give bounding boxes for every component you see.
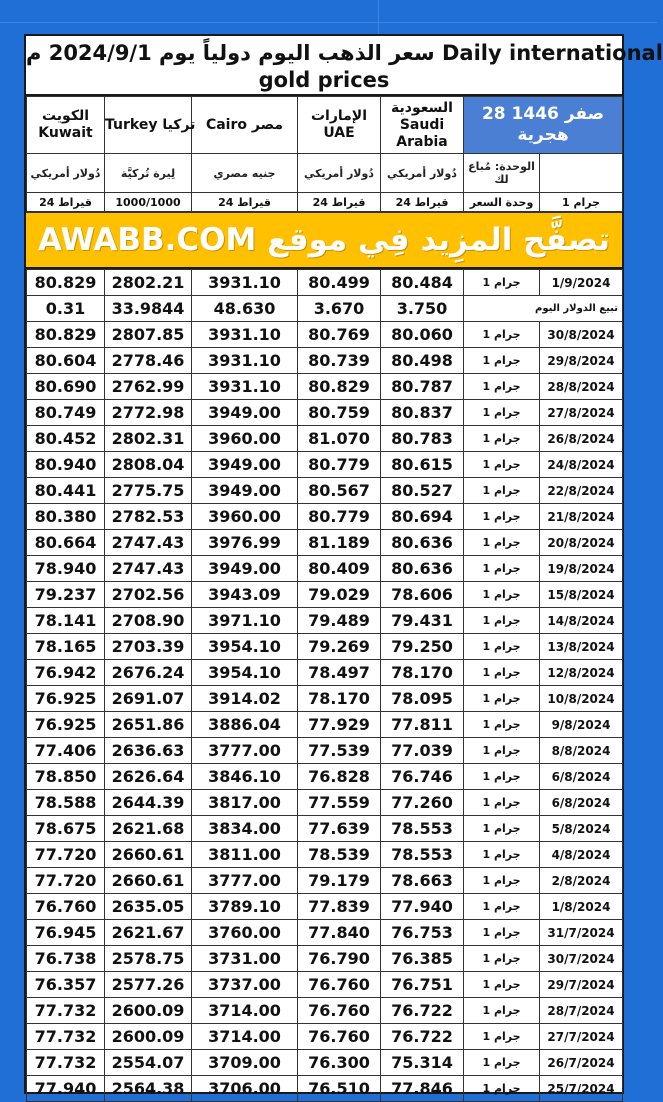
date-cell: 29/8/2024 — [540, 348, 623, 374]
price-cairo: 3834.00 — [192, 816, 298, 842]
price-turkey: 2762.99 — [105, 374, 192, 400]
table-row — [27, 504, 623, 530]
price-turkey: 2778.46 — [105, 348, 192, 374]
price-kuwait: 76.942 — [27, 660, 105, 686]
price-kuwait: 80.380 — [27, 504, 105, 530]
price-uae: 76.790 — [298, 946, 381, 972]
price-turkey: 2554.07 — [105, 1050, 192, 1076]
price-uae: 76.300 — [298, 1050, 381, 1076]
price-saudi: 80.060 — [381, 322, 464, 348]
price-cairo: 3777.00 — [192, 868, 298, 894]
price-cairo: 3931.10 — [192, 348, 298, 374]
price-uae: 78.497 — [298, 660, 381, 686]
price-turkey: 2564.38 — [105, 1076, 192, 1102]
title-english-line1: Daily international — [442, 41, 663, 65]
gram-label: 1 جرام — [540, 193, 623, 212]
country-cairo: Cairo مصر — [192, 97, 298, 154]
unit-cell: 1 جرام — [464, 400, 540, 426]
price-saudi: 79.250 — [381, 634, 464, 660]
date-cell: 27/8/2024 — [540, 400, 623, 426]
unit-cell: 1 جرام — [464, 816, 540, 842]
price-uae: 76.828 — [298, 764, 381, 790]
table-row — [27, 426, 623, 452]
price-saudi: 77.940 — [381, 894, 464, 920]
price-uae: 79.269 — [298, 634, 381, 660]
price-turkey: 2660.61 — [105, 842, 192, 868]
karat-turkey: 1000/1000 — [105, 193, 192, 212]
price-uae: 76.760 — [298, 972, 381, 998]
price-turkey: 2626.64 — [105, 764, 192, 790]
table-row — [27, 894, 623, 920]
price-kuwait: 78.675 — [27, 816, 105, 842]
header-table — [26, 96, 623, 212]
karat-cairo: 24 قيراط — [192, 193, 298, 212]
price-uae: 80.739 — [298, 348, 381, 374]
table-row — [27, 660, 623, 686]
price-uae: 80.567 — [298, 478, 381, 504]
table-row — [27, 868, 623, 894]
price-turkey: 2807.85 — [105, 322, 192, 348]
price-uae: 80.779 — [298, 452, 381, 478]
date-cell: 5/8/2024 — [540, 816, 623, 842]
price-uae: 76.510 — [298, 1076, 381, 1102]
karat-saudi: 24 قيراط — [381, 193, 464, 212]
date-cell: 31/7/2024 — [540, 920, 623, 946]
price-cairo: 3960.00 — [192, 504, 298, 530]
price-kuwait: 80.829 — [27, 270, 105, 296]
prices-table — [26, 269, 623, 1102]
price-turkey: 2703.39 — [105, 634, 192, 660]
unit-cell: 1 جرام — [464, 504, 540, 530]
unit-cell: 1 جرام — [464, 322, 540, 348]
price-turkey: 2600.09 — [105, 1024, 192, 1050]
price-saudi: 76.746 — [381, 764, 464, 790]
table-row — [27, 1024, 623, 1050]
unit-label: الوحدة: مُباع لك — [464, 154, 540, 193]
unit-cell: 1 جرام — [464, 270, 540, 296]
price-uae: 80.829 — [298, 374, 381, 400]
unit-cell: 1 جرام — [464, 764, 540, 790]
date-cell: 8/8/2024 — [540, 738, 623, 764]
price-kuwait: 0.31 — [27, 296, 105, 322]
unit-cell: 1 جرام — [464, 556, 540, 582]
date-cell: 30/7/2024 — [540, 946, 623, 972]
price-cairo: 3971.10 — [192, 608, 298, 634]
unit-cell: 1 جرام — [464, 972, 540, 998]
date-cell: 1/9/2024 — [540, 270, 623, 296]
price-uae: 78.170 — [298, 686, 381, 712]
price-uae: 77.639 — [298, 816, 381, 842]
unit-cell: 1 جرام — [464, 348, 540, 374]
table-row — [27, 296, 623, 322]
price-kuwait: 76.738 — [27, 946, 105, 972]
date-cell: 25/7/2024 — [540, 1076, 623, 1102]
unit-cell: 1 جرام — [464, 660, 540, 686]
table-row — [27, 842, 623, 868]
table-row — [27, 374, 623, 400]
price-kuwait: 78.165 — [27, 634, 105, 660]
price-uae: 79.489 — [298, 608, 381, 634]
date-cell: 19/8/2024 — [540, 556, 623, 582]
price-turkey: 2644.39 — [105, 790, 192, 816]
price-cairo: 3976.99 — [192, 530, 298, 556]
price-cairo: 3714.00 — [192, 1024, 298, 1050]
table-row — [27, 634, 623, 660]
unit-cell: 1 جرام — [464, 582, 540, 608]
date-cell: 13/8/2024 — [540, 634, 623, 660]
price-kuwait: 80.664 — [27, 530, 105, 556]
price-cairo: 3777.00 — [192, 738, 298, 764]
price-uae: 77.839 — [298, 894, 381, 920]
table-row — [27, 920, 623, 946]
table-row — [27, 764, 623, 790]
price-kuwait: 80.452 — [27, 426, 105, 452]
date-cell: 14/8/2024 — [540, 608, 623, 634]
price-kuwait: 79.237 — [27, 582, 105, 608]
unit-cell: 1 جرام — [464, 946, 540, 972]
price-cairo: 3931.10 — [192, 270, 298, 296]
unit-cell: 1 جرام — [464, 712, 540, 738]
table-row — [27, 556, 623, 582]
price-uae: 76.760 — [298, 1024, 381, 1050]
price-uae: 79.029 — [298, 582, 381, 608]
table-row — [27, 998, 623, 1024]
table-row — [27, 400, 623, 426]
unit-empty — [540, 154, 623, 193]
table-row — [27, 348, 623, 374]
price-saudi: 78.553 — [381, 842, 464, 868]
price-cairo: 3931.10 — [192, 322, 298, 348]
karat-uae: 24 قيراط — [298, 193, 381, 212]
price-turkey: 2691.07 — [105, 686, 192, 712]
table-row — [27, 270, 623, 296]
unit-cell: 1 جرام — [464, 634, 540, 660]
price-turkey: 2621.68 — [105, 816, 192, 842]
date-cell: 24/8/2024 — [540, 452, 623, 478]
price-kuwait: 80.441 — [27, 478, 105, 504]
hijri-date: 28 صفر 1446 هجرية — [464, 97, 623, 154]
price-saudi: 77.260 — [381, 790, 464, 816]
price-saudi: 80.484 — [381, 270, 464, 296]
price-uae: 77.840 — [298, 920, 381, 946]
price-kuwait: 76.357 — [27, 972, 105, 998]
price-turkey: 2702.56 — [105, 582, 192, 608]
country-kuwait: الكويت Kuwait — [27, 97, 105, 154]
price-cairo: 3706.00 — [192, 1076, 298, 1102]
price-saudi: 80.636 — [381, 556, 464, 582]
price-kuwait: 76.925 — [27, 712, 105, 738]
price-kuwait: 78.588 — [27, 790, 105, 816]
price-saudi: 76.753 — [381, 920, 464, 946]
unit-cell: 1 جرام — [464, 374, 540, 400]
date-cell: 6/8/2024 — [540, 764, 623, 790]
table-row — [27, 1050, 623, 1076]
date-cell: 1/8/2024 — [540, 894, 623, 920]
price-kuwait: 78.141 — [27, 608, 105, 634]
price-cairo: 3714.00 — [192, 998, 298, 1024]
date-cell: 9/8/2024 — [540, 712, 623, 738]
price-turkey: 2577.26 — [105, 972, 192, 998]
price-uae: 77.539 — [298, 738, 381, 764]
table-row — [27, 582, 623, 608]
price-table-card — [24, 34, 663, 1098]
price-cairo: 3709.00 — [192, 1050, 298, 1076]
unit-cell: 1 جرام — [464, 686, 540, 712]
price-saudi: 80.694 — [381, 504, 464, 530]
price-kuwait: 80.940 — [27, 452, 105, 478]
date-cell: 30/8/2024 — [540, 322, 623, 348]
price-turkey: 2775.75 — [105, 478, 192, 504]
price-kuwait: 77.940 — [27, 1076, 105, 1102]
price-saudi: 79.431 — [381, 608, 464, 634]
price-kuwait: 78.850 — [27, 764, 105, 790]
price-kuwait: 80.604 — [27, 348, 105, 374]
unit-cell: 1 جرام — [464, 842, 540, 868]
price-uae: 77.929 — [298, 712, 381, 738]
price-kuwait: 77.720 — [27, 868, 105, 894]
country-turkey: Turkey تركيا — [105, 97, 192, 154]
price-turkey: 33.9844 — [105, 296, 192, 322]
date-cell: 20/8/2024 — [540, 530, 623, 556]
price-turkey: 2708.90 — [105, 608, 192, 634]
title-arabic: سعر الذهب اليوم دولياً يوم 2024/9/1 م — [26, 41, 435, 65]
price-cairo: 3960.00 — [192, 426, 298, 452]
price-saudi: 77.846 — [381, 1076, 464, 1102]
price-saudi: 78.095 — [381, 686, 464, 712]
date-cell: 26/8/2024 — [540, 426, 623, 452]
price-kuwait: 78.940 — [27, 556, 105, 582]
price-cairo: 3737.00 — [192, 972, 298, 998]
date-cell: 4/8/2024 — [540, 842, 623, 868]
price-uae: 81.070 — [298, 426, 381, 452]
price-turkey: 2782.53 — [105, 504, 192, 530]
date-cell: 27/7/2024 — [540, 1024, 623, 1050]
table-row — [27, 972, 623, 998]
date-cell: 22/8/2024 — [540, 478, 623, 504]
date-cell: 21/8/2024 — [540, 504, 623, 530]
price-saudi: 78.170 — [381, 660, 464, 686]
table-row — [27, 478, 623, 504]
price-cairo: 3817.00 — [192, 790, 298, 816]
date-cell: 12/8/2024 — [540, 660, 623, 686]
price-cairo: 3954.10 — [192, 660, 298, 686]
unit-cell: 1 جرام — [464, 530, 540, 556]
table-row — [27, 686, 623, 712]
price-uae: 80.409 — [298, 556, 381, 582]
price-saudi: 78.606 — [381, 582, 464, 608]
price-cairo: 3931.10 — [192, 374, 298, 400]
price-turkey: 2802.21 — [105, 270, 192, 296]
currency-uae: دُولار أمريكي — [298, 154, 381, 193]
price-kuwait: 77.732 — [27, 998, 105, 1024]
table-row — [27, 1076, 623, 1102]
price-cairo: 3914.02 — [192, 686, 298, 712]
price-turkey: 2802.31 — [105, 426, 192, 452]
unit-cell: 1 جرام — [464, 920, 540, 946]
price-turkey: 2772.98 — [105, 400, 192, 426]
price-uae: 3.670 — [298, 296, 381, 322]
price-saudi: 76.385 — [381, 946, 464, 972]
price-saudi: 80.783 — [381, 426, 464, 452]
promo-banner[interactable]: تصفَّح المزِيد فِي موقع AWABB.COM — [26, 212, 622, 269]
table-row — [27, 452, 623, 478]
dollar-rate-label: تبيع الدولار اليوم — [464, 296, 623, 322]
price-saudi: 80.498 — [381, 348, 464, 374]
price-turkey: 2747.43 — [105, 530, 192, 556]
date-cell: 2/8/2024 — [540, 868, 623, 894]
price-cairo: 3954.10 — [192, 634, 298, 660]
price-saudi: 3.750 — [381, 296, 464, 322]
price-turkey: 2635.05 — [105, 894, 192, 920]
table-row — [27, 738, 623, 764]
price-saudi: 78.663 — [381, 868, 464, 894]
unit-cell: 1 جرام — [464, 1024, 540, 1050]
price-turkey: 2676.24 — [105, 660, 192, 686]
price-saudi: 77.811 — [381, 712, 464, 738]
currency-row — [27, 154, 623, 193]
price-uae: 78.539 — [298, 842, 381, 868]
price-turkey: 2660.61 — [105, 868, 192, 894]
price-cairo: 3731.00 — [192, 946, 298, 972]
price-kuwait: 77.732 — [27, 1024, 105, 1050]
unit-cell: 1 جرام — [464, 1050, 540, 1076]
price-cairo: 3811.00 — [192, 842, 298, 868]
table-row — [27, 946, 623, 972]
price-turkey: 2636.63 — [105, 738, 192, 764]
price-turkey: 2808.04 — [105, 452, 192, 478]
date-cell: 26/7/2024 — [540, 1050, 623, 1076]
table-row — [27, 790, 623, 816]
unit-cell: 1 جرام — [464, 998, 540, 1024]
unit-cell: 1 جرام — [464, 1076, 540, 1102]
price-turkey: 2600.09 — [105, 998, 192, 1024]
country-header-row — [27, 97, 623, 154]
price-cairo: 3949.00 — [192, 556, 298, 582]
price-uae: 76.760 — [298, 998, 381, 1024]
price-saudi: 80.636 — [381, 530, 464, 556]
price-saudi: 78.553 — [381, 816, 464, 842]
price-saudi: 76.751 — [381, 972, 464, 998]
price-turkey: 2621.67 — [105, 920, 192, 946]
price-saudi: 75.314 — [381, 1050, 464, 1076]
price-kuwait: 77.720 — [27, 842, 105, 868]
price-turkey: 2747.43 — [105, 556, 192, 582]
price-saudi: 80.787 — [381, 374, 464, 400]
karat-kuwait: 24 قيراط — [27, 193, 105, 212]
currency-cairo: جنيه مصري — [192, 154, 298, 193]
unit-cell: 1 جرام — [464, 738, 540, 764]
karat-row — [27, 193, 623, 212]
country-uae: الإمارات UAE — [298, 97, 381, 154]
date-cell: 10/8/2024 — [540, 686, 623, 712]
price-uae: 80.499 — [298, 270, 381, 296]
unit-cell: 1 جرام — [464, 894, 540, 920]
unit-cell: 1 جرام — [464, 868, 540, 894]
price-saudi: 76.722 — [381, 1024, 464, 1050]
price-saudi: 77.039 — [381, 738, 464, 764]
title-english-line2: gold prices — [258, 68, 390, 92]
unit-cell: 1 جرام — [464, 452, 540, 478]
price-uae: 77.559 — [298, 790, 381, 816]
page-title — [26, 36, 663, 96]
currency-saudi: دُولار أمريكي — [381, 154, 464, 193]
price-cairo: 48.630 — [192, 296, 298, 322]
price-kuwait: 76.925 — [27, 686, 105, 712]
price-unit-label: وحدة السعر — [464, 193, 540, 212]
price-cairo: 3949.00 — [192, 452, 298, 478]
price-kuwait: 80.690 — [27, 374, 105, 400]
price-kuwait: 77.406 — [27, 738, 105, 764]
price-cairo: 3886.04 — [192, 712, 298, 738]
price-uae: 80.759 — [298, 400, 381, 426]
price-cairo: 3949.00 — [192, 478, 298, 504]
unit-cell: 1 جرام — [464, 478, 540, 504]
currency-turkey: لِيرة تُركيَّة — [105, 154, 192, 193]
price-kuwait: 76.760 — [27, 894, 105, 920]
price-saudi: 76.722 — [381, 998, 464, 1024]
price-cairo: 3760.00 — [192, 920, 298, 946]
table-row — [27, 816, 623, 842]
unit-cell: 1 جرام — [464, 790, 540, 816]
date-cell: 29/7/2024 — [540, 972, 623, 998]
date-cell: 6/8/2024 — [540, 790, 623, 816]
price-uae: 80.769 — [298, 322, 381, 348]
date-cell: 28/8/2024 — [540, 374, 623, 400]
price-uae: 79.179 — [298, 868, 381, 894]
table-row — [27, 322, 623, 348]
price-saudi: 80.615 — [381, 452, 464, 478]
price-turkey: 2651.86 — [105, 712, 192, 738]
country-saudi: السعودية Saudi Arabia — [381, 97, 464, 154]
price-saudi: 80.837 — [381, 400, 464, 426]
unit-cell: 1 جرام — [464, 608, 540, 634]
price-kuwait: 76.945 — [27, 920, 105, 946]
price-kuwait: 80.749 — [27, 400, 105, 426]
price-uae: 81.189 — [298, 530, 381, 556]
price-cairo: 3789.10 — [192, 894, 298, 920]
table-row — [27, 530, 623, 556]
price-kuwait: 80.829 — [27, 322, 105, 348]
unit-cell: 1 جرام — [464, 426, 540, 452]
price-cairo: 3949.00 — [192, 400, 298, 426]
background-line — [0, 22, 657, 23]
price-turkey: 2578.75 — [105, 946, 192, 972]
background-line — [378, 0, 379, 34]
price-uae: 80.779 — [298, 504, 381, 530]
currency-kuwait: دُولار أمريكي — [27, 154, 105, 193]
date-cell: 15/8/2024 — [540, 582, 623, 608]
price-cairo: 3943.09 — [192, 582, 298, 608]
price-kuwait: 77.732 — [27, 1050, 105, 1076]
price-saudi: 80.527 — [381, 478, 464, 504]
price-cairo: 3846.10 — [192, 764, 298, 790]
table-row — [27, 712, 623, 738]
table-row — [27, 608, 623, 634]
date-cell: 28/7/2024 — [540, 998, 623, 1024]
